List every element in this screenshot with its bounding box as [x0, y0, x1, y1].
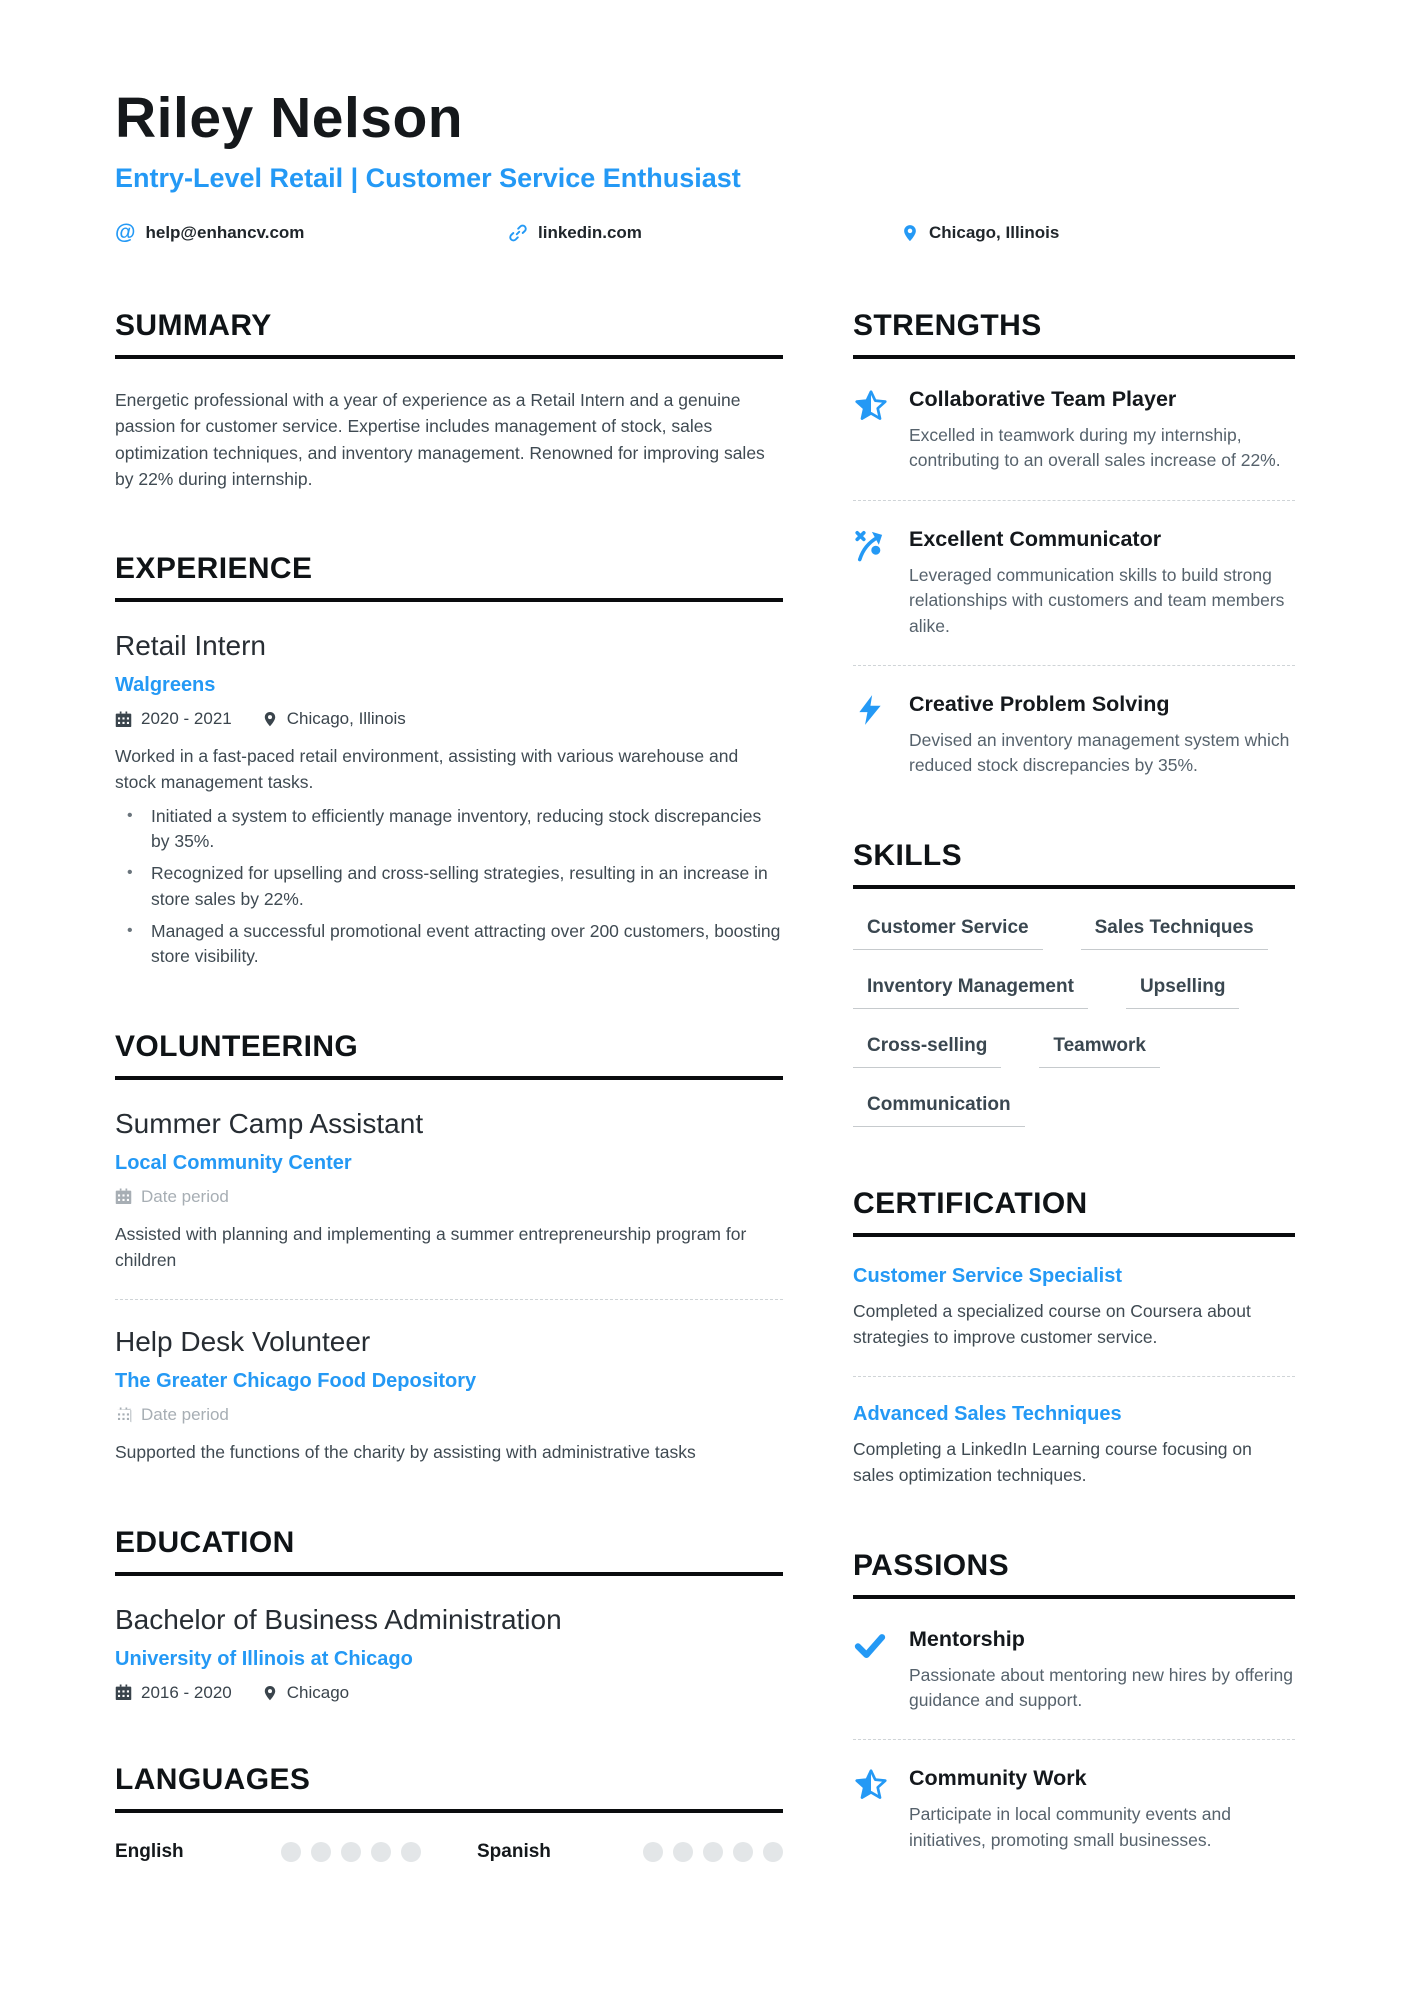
job-meta: [115, 709, 783, 729]
strength-content: [909, 692, 1295, 779]
language-name: English: [115, 1840, 184, 1862]
volunteer-org: Local Community Center: [115, 1151, 352, 1174]
education-meta: [115, 1683, 783, 1703]
language-name: Spanish: [477, 1840, 551, 1862]
education-entry: [115, 1604, 783, 1703]
strength-item: [853, 527, 1295, 639]
skill-tag: Sales Techniques: [1081, 917, 1268, 950]
volunteer-role: Summer Camp Assistant: [115, 1107, 424, 1139]
calendar-icon: [115, 1684, 132, 1701]
passion-item: [853, 1627, 1295, 1714]
job-period-text: 2020 - 2021: [141, 709, 232, 728]
summary-text: Energetic professional with a year of experience as a Retail Intern and a genuine passion for customer service. Expertise includes management of stock, sales optimization techniques, and inventory management. Renowned for improving sales by 22% during internship.: [115, 390, 765, 489]
contact-location: [901, 223, 1059, 243]
volunteer-role: Help Desk Volunteer: [115, 1326, 371, 1358]
volunteer-period: [115, 1187, 229, 1207]
calendar-icon: [115, 1407, 132, 1424]
passion-item: [853, 1766, 1295, 1853]
passion-content: [909, 1627, 1295, 1714]
section-volunteering: [115, 1030, 783, 1466]
experience-heading: EXPERIENCE: [115, 552, 783, 602]
school: University of Illinois at Chicago: [115, 1647, 413, 1670]
job-role: Retail Intern: [115, 630, 266, 661]
education-heading: EDUCATION: [115, 1526, 783, 1576]
section-languages: [115, 1763, 783, 1863]
languages-heading: LANGUAGES: [115, 1763, 783, 1813]
person-name: Riley Nelson: [115, 86, 464, 150]
education-period-text: 2016 - 2020: [141, 1682, 232, 1702]
half-star-icon: [853, 1766, 891, 1853]
half-star-icon: [853, 387, 891, 474]
volunteer-description: Assisted with planning and implementing a summer entrepreneurship program for children: [115, 1223, 747, 1270]
strength-title: Collaborative Team Player: [909, 387, 1177, 411]
passion-title: Community Work: [909, 1766, 1087, 1791]
proficiency-dots: [643, 1842, 783, 1862]
dashed-divider: [853, 1376, 1295, 1377]
certification-title: Advanced Sales Techniques: [853, 1403, 1122, 1426]
skill-tag: Inventory Management: [853, 976, 1088, 1009]
skill-tag: Cross-selling: [853, 1035, 1001, 1068]
job-bullet: • Initiated a system to efficiently manage inventory, reducing stock discrepancies by 35%.: [115, 804, 783, 855]
link-icon: [508, 223, 528, 243]
contact-email[interactable]: [115, 222, 508, 243]
certification-heading: CERTIFICATION: [853, 1187, 1295, 1237]
strength-text: Devised an inventory management system which reduced stock discrepancies by 35%.: [909, 729, 1290, 776]
skills-list: [853, 917, 1295, 1127]
passion-text: Participate in local community events and initiatives, promoting small businesses.: [909, 1804, 1231, 1850]
skills-heading: SKILLS: [853, 839, 1295, 889]
passions-heading: PASSIONS: [853, 1549, 1295, 1599]
passion-content: [909, 1766, 1295, 1853]
dashed-divider: [115, 1299, 783, 1300]
contact-email-text: help@enhancv.com: [145, 222, 305, 242]
volunteer-period-text: Date period: [141, 1186, 229, 1206]
dashed-divider: [853, 665, 1295, 666]
proficiency-dot: [341, 1842, 361, 1862]
strength-text: Leveraged communication skills to build strong relationships with customers and team members alike.: [909, 564, 1285, 636]
strength-content: [909, 387, 1295, 474]
proficiency-dot: [703, 1842, 723, 1862]
job-summary: Worked in a fast-paced retail environment, assisting with various warehouse and stock management tasks.: [115, 746, 739, 793]
strength-title: Excellent Communicator: [909, 526, 1162, 551]
job-location: [262, 709, 406, 729]
section-summary: [115, 309, 783, 492]
volunteering-entry: [115, 1326, 783, 1465]
resume-columns: [115, 309, 1295, 1923]
resume-header: [115, 85, 1295, 243]
proficiency-dot: [763, 1842, 783, 1862]
proficiency-dot: [733, 1842, 753, 1862]
pin-icon: [901, 224, 919, 242]
volunteer-description: Supported the functions of the charity by assisting with administrative tasks: [115, 1442, 696, 1463]
job-bullet: • Managed a successful promotional event attracting over 200 customers, boosting store visibility.: [115, 919, 783, 970]
proficiency-dot: [673, 1842, 693, 1862]
right-column: [853, 309, 1295, 1923]
language-entry: [477, 1841, 783, 1863]
skill-tag: Customer Service: [853, 917, 1043, 950]
certification-text: Completing a LinkedIn Learning course focusing on sales optimization techniques.: [853, 1439, 1252, 1486]
language-entry: [115, 1841, 421, 1863]
certification-title: Customer Service Specialist: [853, 1264, 1123, 1287]
contact-linkedin-text: linkedin.com: [538, 222, 642, 242]
contact-linkedin[interactable]: [508, 223, 901, 243]
skill-tag: Upselling: [1126, 976, 1240, 1009]
strength-content: [909, 527, 1295, 639]
dashed-divider: [853, 1739, 1295, 1740]
certification-text: Completed a specialized course on Coursera about strategies to improve customer service.: [853, 1300, 1251, 1347]
proficiency-dot: [643, 1842, 663, 1862]
strategy-icon: [853, 527, 891, 639]
volunteer-period: [115, 1405, 229, 1425]
education-location: [262, 1683, 349, 1703]
at-icon: @: [115, 221, 136, 244]
job-company: Walgreens: [115, 674, 216, 696]
strength-item: [853, 387, 1295, 474]
section-certification: [853, 1187, 1295, 1489]
calendar-icon: [115, 711, 132, 728]
summary-heading: SUMMARY: [115, 309, 783, 359]
certification-entry: [853, 1403, 1295, 1489]
pin-icon: [262, 711, 278, 727]
left-column: [115, 309, 783, 1923]
strengths-heading: STRENGTHS: [853, 309, 1295, 359]
certification-entry: [853, 1265, 1295, 1351]
languages-row: [115, 1841, 783, 1863]
job-period: [115, 709, 232, 729]
proficiency-dot: [401, 1842, 421, 1862]
education-period: [115, 1683, 232, 1703]
strength-text: Excelled in teamwork during my internship, contributing to an overall sales increase of 22%.: [909, 425, 1281, 471]
strength-item: [853, 692, 1295, 779]
calendar-icon: [115, 1188, 132, 1205]
skill-tag: Teamwork: [1039, 1035, 1160, 1068]
section-experience: [115, 552, 783, 970]
job-bullet: • Recognized for upselling and cross-selling strategies, resulting in an increase in store sales by 22%.: [115, 861, 783, 912]
proficiency-dots: [281, 1842, 421, 1862]
volunteer-meta: [115, 1187, 783, 1207]
passion-title: Mentorship: [909, 1626, 1025, 1651]
education-location-text: Chicago: [286, 1682, 350, 1702]
volunteer-meta: [115, 1405, 783, 1425]
section-passions: [853, 1549, 1295, 1854]
volunteering-heading: VOLUNTEERING: [115, 1030, 783, 1080]
volunteer-period-text: Date period: [141, 1405, 229, 1425]
contact-location-text: Chicago, Illinois: [929, 222, 1060, 242]
passion-text: Passionate about mentoring new hires by offering guidance and support.: [909, 1664, 1293, 1710]
job-bullets: [115, 804, 783, 970]
proficiency-dot: [371, 1842, 391, 1862]
pin-icon: [262, 1685, 278, 1701]
degree: Bachelor of Business Administration: [115, 1603, 562, 1635]
strength-title: Creative Problem Solving: [909, 691, 1170, 716]
experience-entry: [115, 630, 783, 970]
proficiency-dot: [311, 1842, 331, 1862]
section-skills: [853, 839, 1295, 1127]
lightning-icon: [853, 692, 891, 779]
job-location-text: Chicago, Illinois: [286, 709, 406, 728]
headline: Entry-Level Retail | Customer Service Enthusiast: [115, 163, 741, 193]
section-education: [115, 1526, 783, 1703]
volunteer-org: The Greater Chicago Food Depository: [115, 1370, 477, 1393]
contact-row: [115, 222, 1295, 243]
section-strengths: [853, 309, 1295, 779]
volunteering-entry: [115, 1108, 783, 1274]
check-icon: [853, 1627, 891, 1714]
skill-tag: Communication: [853, 1094, 1025, 1127]
proficiency-dot: [281, 1842, 301, 1862]
dashed-divider: [853, 500, 1295, 501]
